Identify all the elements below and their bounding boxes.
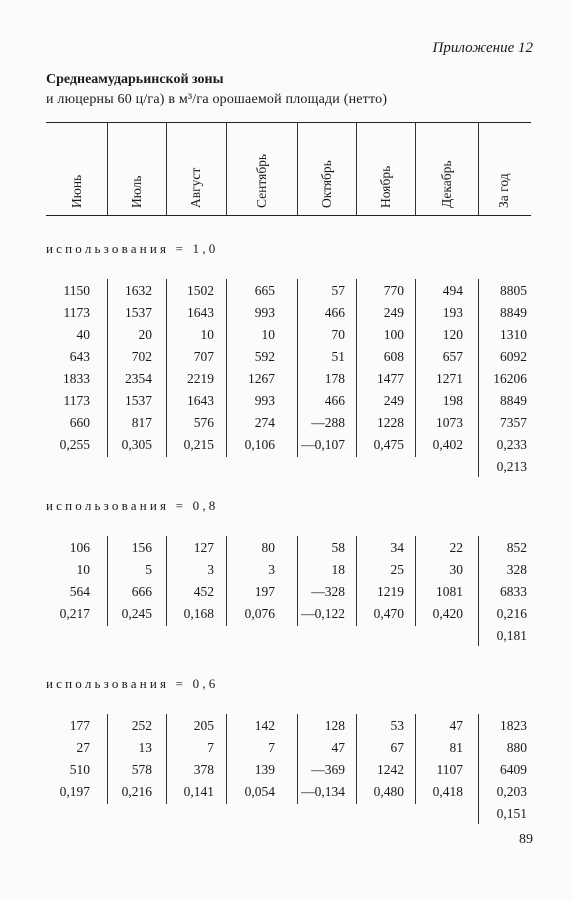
table-cell: 81 (449, 740, 463, 755)
table-cell: 0,197 (59, 784, 90, 799)
header-separator (478, 123, 479, 215)
table-cell: 707 (193, 349, 214, 364)
table-cell: 0,168 (183, 606, 214, 621)
column-separator (356, 279, 357, 457)
table-cell: 3 (207, 562, 214, 577)
section-label: использования = 0,6 (46, 676, 219, 691)
section-label: использования = 1,0 (46, 241, 219, 256)
table-cell: 30 (449, 562, 463, 577)
table-cell: 0,217 (59, 606, 90, 621)
table-cell: 1502 (187, 283, 214, 298)
table-title: Среднеамударьинской зоны (46, 72, 224, 87)
table-cell: —0,122 (301, 606, 345, 621)
table-cell: 249 (383, 393, 404, 408)
table-cell: 608 (383, 349, 404, 364)
table-cell: 6409 (500, 762, 527, 777)
table-cell: 10 (261, 327, 275, 342)
table-cell: 8849 (500, 393, 527, 408)
table-cell: 0,106 (244, 437, 275, 452)
table-cell: 252 (131, 718, 152, 733)
table-cell: 2354 (125, 371, 152, 386)
table-cell: 510 (69, 762, 90, 777)
table-cell: 1228 (377, 415, 404, 430)
table-cell: 0,216 (121, 784, 152, 799)
column-separator (415, 279, 416, 457)
table-cell: 139 (254, 762, 275, 777)
table-cell: —288 (311, 415, 345, 430)
table-cell: 852 (506, 540, 527, 555)
table-cell: 25 (390, 562, 404, 577)
table-cell: 1073 (436, 415, 463, 430)
table-cell: 1823 (500, 718, 527, 733)
table-cell: 51 (331, 349, 345, 364)
table-cell: 205 (193, 718, 214, 733)
table-cell: 0,480 (373, 784, 404, 799)
table-cell: 128 (324, 718, 345, 733)
table-cell: 22 (449, 540, 463, 555)
table-cell: 0,470 (373, 606, 404, 621)
table-cell: 40 (76, 327, 90, 342)
column-separator (226, 536, 227, 626)
table-cell: 0,475 (373, 437, 404, 452)
column-separator (356, 714, 357, 804)
table-cell: 274 (254, 415, 275, 430)
table-cell: 178 (324, 371, 345, 386)
table-cell: 16206 (493, 371, 527, 386)
table-cell: 7 (268, 740, 275, 755)
table-cell: 100 (383, 327, 404, 342)
table-cell: 466 (324, 305, 345, 320)
table-cell: 120 (442, 327, 463, 342)
column-separator (107, 714, 108, 804)
header-separator (107, 123, 108, 215)
column-header: Июнь (68, 174, 84, 208)
table-cell: 198 (442, 393, 463, 408)
table-cell: 197 (254, 584, 275, 599)
table-cell: 1643 (187, 393, 214, 408)
column-separator (297, 536, 298, 626)
table-cell: 1271 (436, 371, 463, 386)
table-cell: 0,420 (432, 606, 463, 621)
column-separator (478, 279, 479, 477)
column-separator (478, 714, 479, 824)
table-cell: 53 (390, 718, 404, 733)
header-top-rule (46, 122, 531, 123)
table-cell: 6092 (500, 349, 527, 364)
table-cell: 0,215 (183, 437, 214, 452)
table-cell: 0,181 (496, 628, 527, 643)
header-separator (166, 123, 167, 215)
table-cell: 7 (207, 740, 214, 755)
table-cell: 993 (254, 393, 275, 408)
table-cell: 564 (69, 584, 90, 599)
table-cell: 7357 (500, 415, 527, 430)
table-cell: 1173 (63, 305, 90, 320)
table-cell: 0,203 (496, 784, 527, 799)
table-cell: 193 (442, 305, 463, 320)
table-cell: 1150 (63, 283, 90, 298)
table-cell: 494 (442, 283, 463, 298)
table-cell: 80 (261, 540, 275, 555)
table-cell: —369 (311, 762, 345, 777)
table-cell: 378 (193, 762, 214, 777)
column-header: Ноябрь (377, 165, 393, 208)
table-cell: 1242 (377, 762, 404, 777)
table-cell: —328 (311, 584, 345, 599)
table-cell: 8805 (500, 283, 527, 298)
table-cell: 666 (131, 584, 152, 599)
table-cell: 5 (145, 562, 152, 577)
table-cell: 1833 (63, 371, 90, 386)
table-cell: 27 (76, 740, 90, 755)
header-bottom-rule (46, 215, 531, 216)
table-cell: 249 (383, 305, 404, 320)
column-separator (226, 279, 227, 457)
table-cell: 0,255 (59, 437, 90, 452)
table-cell: 0,233 (496, 437, 527, 452)
header-separator (415, 123, 416, 215)
column-separator (107, 279, 108, 457)
table-cell: 10 (76, 562, 90, 577)
table-cell: 70 (331, 327, 345, 342)
table-cell: 127 (193, 540, 214, 555)
table-cell: 0,402 (432, 437, 463, 452)
table-cell: 592 (254, 349, 275, 364)
section-label: использования = 0,8 (46, 498, 219, 513)
table-cell: 1267 (248, 371, 275, 386)
table-cell: 57 (331, 283, 345, 298)
table-cell: 1107 (436, 762, 463, 777)
column-header: Сентябрь (253, 153, 269, 208)
table-cell: 1310 (500, 327, 527, 342)
table-cell: 1173 (63, 393, 90, 408)
table-cell: 1632 (125, 283, 152, 298)
table-cell: 156 (131, 540, 152, 555)
column-separator (415, 714, 416, 804)
table-cell: 328 (506, 562, 527, 577)
table-cell: 0,216 (496, 606, 527, 621)
table-cell: 106 (69, 540, 90, 555)
column-header: Октябрь (318, 160, 334, 208)
appendix-label: Приложение 12 (432, 40, 533, 56)
table-cell: 880 (506, 740, 527, 755)
table-cell: 643 (69, 349, 90, 364)
table-cell: 67 (390, 740, 404, 755)
table-cell: 660 (69, 415, 90, 430)
table-cell: 34 (390, 540, 404, 555)
table-cell: 3 (268, 562, 275, 577)
table-cell: 13 (138, 740, 152, 755)
table-cell: 10 (200, 327, 214, 342)
table-cell: 0,418 (432, 784, 463, 799)
column-separator (107, 536, 108, 626)
table-cell: 702 (131, 349, 152, 364)
table-cell: 466 (324, 393, 345, 408)
table-cell: 452 (193, 584, 214, 599)
table-cell: 576 (193, 415, 214, 430)
table-cell: 6833 (500, 584, 527, 599)
column-separator (415, 536, 416, 626)
table-cell: 1477 (377, 371, 404, 386)
column-separator (166, 279, 167, 457)
table-cell: 578 (131, 762, 152, 777)
column-header: Август (188, 167, 203, 208)
table-cell: 1537 (125, 393, 152, 408)
header-separator (297, 123, 298, 215)
page-number: 89 (519, 832, 533, 847)
column-separator (478, 536, 479, 646)
table-cell: —0,134 (301, 784, 345, 799)
table-cell: 0,054 (244, 784, 275, 799)
table-cell: 58 (331, 540, 345, 555)
table-cell: 0,213 (496, 459, 527, 474)
table-cell: 817 (131, 415, 152, 430)
column-separator (297, 279, 298, 457)
table-cell: 47 (331, 740, 345, 755)
table-cell: 1081 (436, 584, 463, 599)
column-separator (166, 714, 167, 804)
table-cell: 18 (331, 562, 345, 577)
column-header: Декабрь (438, 160, 454, 208)
column-separator (356, 536, 357, 626)
table-cell: 0,245 (121, 606, 152, 621)
table-cell: 0,076 (244, 606, 275, 621)
header-separator (226, 123, 227, 215)
table-cell: 993 (254, 305, 275, 320)
table-cell: 1643 (187, 305, 214, 320)
column-separator (297, 714, 298, 804)
table-cell: 0,141 (183, 784, 214, 799)
column-separator (166, 536, 167, 626)
table-cell: 8849 (500, 305, 527, 320)
header-separator (356, 123, 357, 215)
table-cell: —0,107 (301, 437, 345, 452)
table-subtitle: и люцерны 60 ц/га) в м³/га орошаемой площади (нетто) (46, 92, 388, 107)
table-cell: 142 (254, 718, 275, 733)
table-cell: 1537 (125, 305, 152, 320)
column-header: Июль (128, 175, 144, 208)
table-cell: 665 (254, 283, 275, 298)
table-cell: 20 (138, 327, 152, 342)
table-cell: 657 (442, 349, 463, 364)
table-cell: 770 (383, 283, 404, 298)
table-cell: 0,305 (121, 437, 152, 452)
column-separator (226, 714, 227, 804)
column-header: За год (496, 173, 511, 208)
table-cell: 2219 (187, 371, 214, 386)
table-cell: 47 (449, 718, 463, 733)
table-cell: 0,151 (496, 806, 527, 821)
table-cell: 1219 (377, 584, 404, 599)
table-cell: 177 (69, 718, 90, 733)
